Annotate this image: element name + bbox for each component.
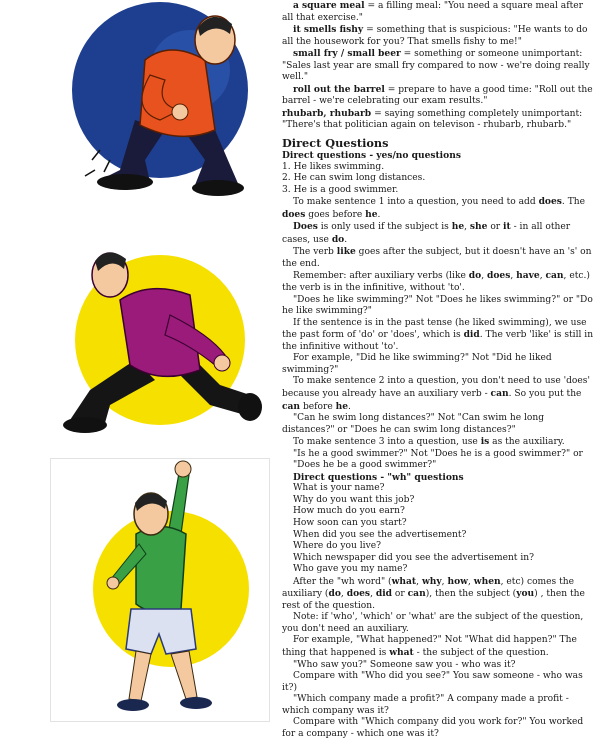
glossary-term: roll out the barrel [293,83,385,95]
paragraph-17: Compare with "Who did you see?" You saw someone - who was it?) [282,671,583,693]
text: , etc) comes the auxiliary ( [282,576,574,600]
text-bold: he [451,221,465,233]
paragraph-3 [282,246,597,270]
text-bold: do [328,588,341,600]
illustration-crouching-man [40,0,270,200]
wh-question: What is your name? [293,483,385,494]
paragraph-13 [282,576,597,613]
glossary-square-meal [282,0,597,24]
text: goes before [305,209,366,220]
text-bold: can [407,588,426,600]
text: or [392,589,408,600]
text-bold: what [389,646,414,658]
text: , [481,271,487,282]
glossary-definition: = something that is suspicious: "He wants to do all the housework for you? That smells fishy to me!" [282,25,588,47]
glossary-small-fry [282,48,597,84]
text: The verb [293,247,337,258]
wh-question: How much do you earn? [293,506,405,517]
paragraph-16: "Who saw you?" Someone saw you - who was it? [293,659,516,670]
paragraph-15 [282,635,597,659]
article-text-column [282,0,597,740]
text-bold: does [282,208,306,220]
text-bold: does [486,270,511,282]
wh-question: Where do you live? [293,541,381,552]
text: , [370,589,376,600]
text-bold: do [331,233,345,245]
glossary-definition: = prepare to have a good time: "Roll out the barrel - we're celebrating our exam results." [282,84,593,107]
text: - in all other cases, use [282,222,571,245]
text: To make sentence 1 into a question, you need to add [293,197,539,208]
paragraph-18: "Which company made a profit?" A company made a profit - which company was it? [282,694,569,716]
text: For example, "What happened?" Not "What did happen?" The thing that happened is [282,635,577,658]
glossary-term: it smells fishy [293,24,364,36]
text: , [464,222,470,233]
glossary-term: a square meal [293,0,365,11]
paragraph-10 [282,436,597,449]
text: . So you put the [508,388,582,399]
text: . The verb 'like' is still in the infinitive without 'to'. [282,330,594,352]
text: . The [561,197,585,208]
text-bold: can [490,387,509,399]
text-bold: did [463,329,480,341]
text: , [441,576,448,587]
text: . [348,401,351,412]
glossary-definition: = something or someone unimportant: "Sales last year are small fry compared to now - we're doing really well." [282,49,590,83]
text: , [510,271,517,282]
illustration-running-man [50,245,265,445]
text: before [300,401,336,412]
text-bold: he [365,208,378,220]
text: To make sentence 2 into a question, you don't need to use 'does' because you already have an auxiliary verb - [282,376,590,399]
paragraph-11: "Is he a good swimmer?" Not "Does he is a good swimmer?" or [293,448,583,459]
wh-question: How soon can you start? [293,517,407,528]
glossary-term: small fry / small beer [293,48,401,60]
wh-question: When did you see the advertisement? [293,529,467,540]
wh-question: Why do you want this job? [293,494,415,505]
text: as the auxiliary. [489,437,565,448]
glossary-rhubarb [282,108,597,132]
text-bold: why [421,575,442,587]
text: , [539,271,546,282]
text-bold: what [391,575,417,587]
paragraph-4 [282,270,597,294]
text-bold: can [282,400,301,412]
text: - the subject of the question. [413,647,549,658]
paragraph-5: "Does he like swimming?" Not "Does he likes swimming?" or "Do he like swimming?" [282,294,593,317]
text: . [344,234,348,245]
text-bold: it [503,221,511,233]
text: , etc.) the verb is in the infinitive, without 'to'. [282,271,590,294]
paragraph-1 [282,196,597,221]
text-bold: he [335,400,349,412]
text: goes after the subject, but it doesn't have an 's' on the end. [282,247,592,269]
text: , [467,576,474,587]
example-2: 2. He can swim long distances. [282,173,426,184]
text-bold: when [473,575,501,587]
yesno-heading: Direct questions - yes/no questions [282,150,461,162]
paragraph-2 [282,221,597,246]
paragraph-19: Compare with "Which company did you work for?" You worked for a company - which one was it? [282,717,584,739]
text-bold: Does [293,221,318,233]
text-bold: does [538,196,562,208]
text-bold: can [545,270,564,282]
text: . [377,209,381,220]
paragraph-6 [282,318,597,354]
text: , [416,576,422,587]
wh-question: Which newspaper did you see the advertisement in? [293,552,534,563]
glossary-definition: = a filling meal: "You need a square meal after all that exercise." [282,1,583,23]
paragraph-12: "Does he be a good swimmer?" [293,460,437,471]
glossary-definition: = saying something completely unimportant: "There's that politician again on televison - rhubarb, rhubarb." [282,108,583,131]
paragraph-8 [282,376,597,413]
text-bold: do [468,270,482,282]
text-bold: she [469,221,488,233]
example-1: 1. He likes swimming. [282,161,385,172]
paragraph-9: "Can he swim long distances?" Not "Can swim he long distances?" or "Does he can swim long distances?" [282,413,545,435]
text: ) , then the rest of the question. [282,589,585,611]
section-title: Direct Questions [282,136,389,151]
text: After the "wh word" ( [293,576,392,587]
text-bold: is [480,436,490,448]
paragraph-7: For example, "Did he like swimming?" Not "Did he liked swimming?" [282,353,552,375]
illustration-cheering-man [50,458,270,722]
text-bold: like [336,246,356,258]
text-bold: did [375,588,393,600]
wh-heading: Direct questions - "wh" questions [293,471,464,483]
text: Remember: after auxiliary verbs (like [293,271,469,282]
example-3: 3. He is a good swimmer. [282,184,399,195]
text-bold: does [346,588,371,600]
text: ), then the subject ( [425,589,517,600]
glossary-term: rhubarb, rhubarb [282,107,372,119]
text: or [487,222,504,233]
text-bold: have [516,270,540,282]
text: To make sentence 3 into a question, use [293,437,481,448]
glossary-smells-fishy [282,24,597,48]
glossary-roll-out [282,84,597,108]
paragraph-14: Note: if 'who', 'which' or 'what' are the subject of the question, you don't need an auxiliary. [282,612,584,634]
text: If the sentence is in the past tense (he liked swimming), we use the past form of 'do' or 'does', which is [282,317,587,341]
text-bold: you [516,588,535,600]
wh-question: Who gave you my name? [293,564,408,575]
text: is only used if the subject is [317,222,452,233]
text: , [340,589,347,600]
text-bold: how [447,575,468,587]
